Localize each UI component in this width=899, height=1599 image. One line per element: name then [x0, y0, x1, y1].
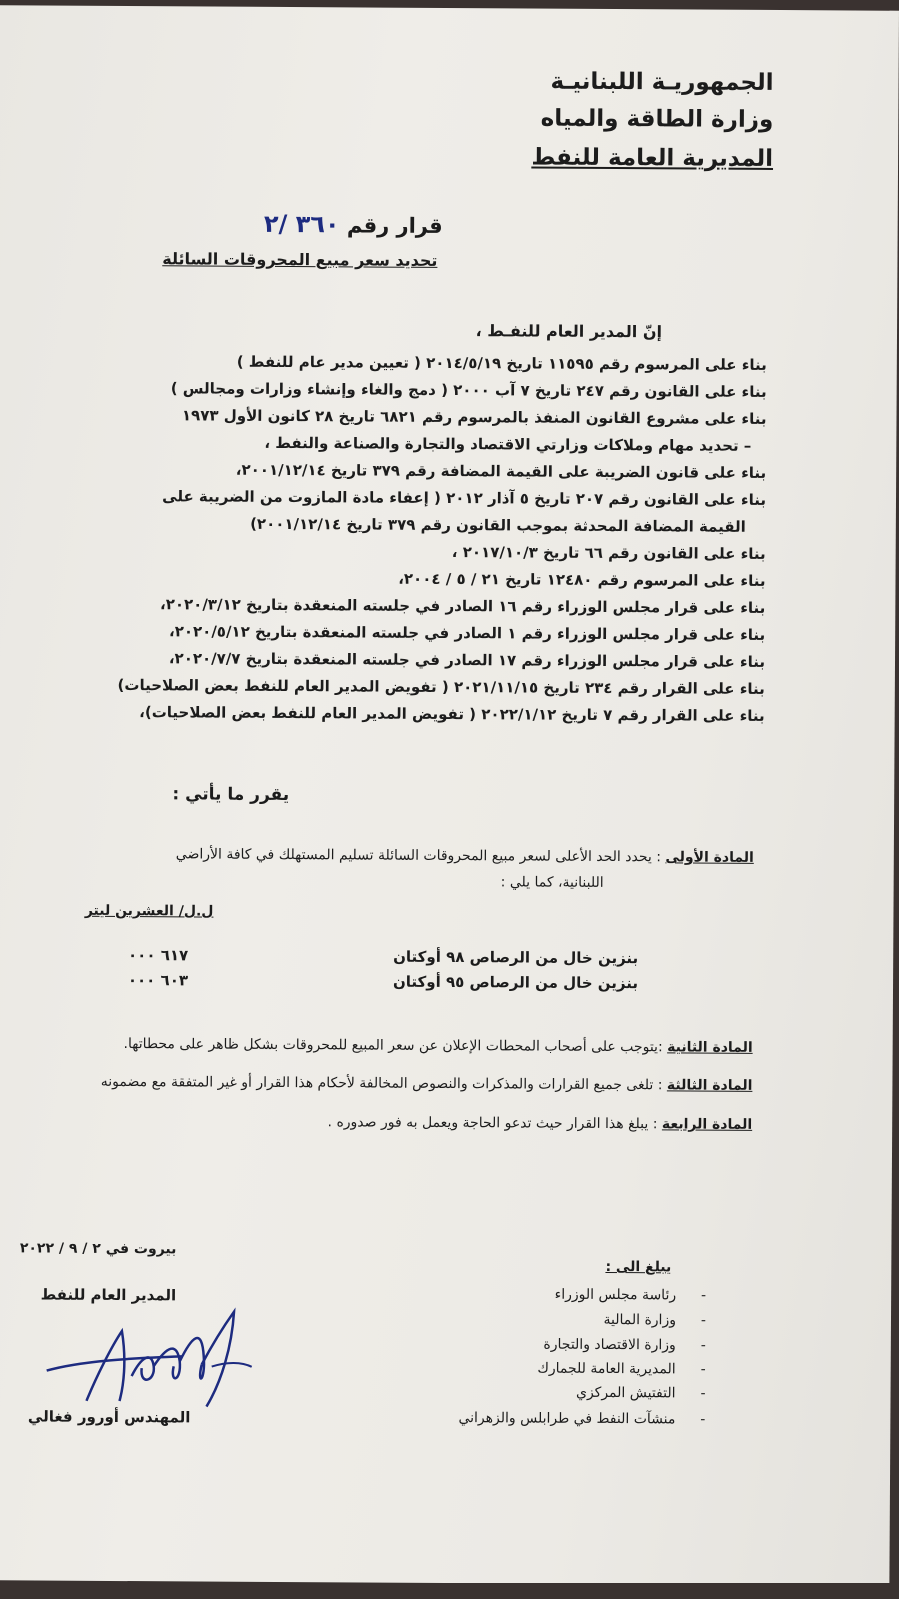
fuel-price: ٦٠٣ ٠٠٠ — [127, 971, 189, 990]
fuel-name: بنزين خال من الرصاص ٩٥ أوكتان — [392, 972, 639, 993]
preamble-line: بناء على مشروع القانون المنفذ بالمرسوم رقم ٦٨٢١ تاريخ ٢٨ كانون الأول ١٩٧٣ — [181, 406, 767, 428]
decision-number-line — [264, 210, 443, 239]
notify-label: يبلغ الى : — [605, 1258, 672, 1276]
preamble-line: بناء على قرار مجلس الوزراء رقم ١ الصادر في جلسته المنعقدة بتاريخ ٢٠٢٠/٥/١٢، — [168, 622, 766, 644]
preamble-intro: إنّ المدير العام للنفـط ، — [475, 321, 663, 342]
preamble-line: بناء على قرار مجلس الوزراء رقم ١٧ الصادر في جلسته المنعقدة بتاريخ ٢٠٢٠/٧/٧، — [168, 649, 766, 671]
document-page — [0, 5, 899, 1585]
preamble-line: – تحديد مهام وملاكات وزارتي الاقتصاد والتجارة والصناعة والنفط ، — [264, 433, 752, 455]
list-dash: - — [700, 1361, 706, 1378]
notify-item: وزارة المالية — [603, 1311, 677, 1329]
article-3-text: : تلغى جميع القرارات والمذكرات والنصوص المخالفة لأحكام هذا القرار أو غير المتفقة مع مضمونه — [100, 1073, 663, 1094]
fuel-price: ٦١٧ ٠٠٠ — [127, 946, 189, 965]
preamble-line: بناء على المرسوم رقم ١١٥٩٥ تاريخ ٢٠١٤/٥/١٩ ( تعيين مدير عام للنفط ) — [236, 352, 767, 374]
signatory-name: المهندس أورور فغالي — [27, 1407, 191, 1427]
issue-date: بيروت في ٢ / ٩ / ٢٠٢٢ — [19, 1240, 177, 1258]
article-2-text: :يتوجب على أصحاب المحطات الإعلان عن سعر المبيع للمحروقات بشكل ظاهر على محطاتها. — [123, 1036, 663, 1056]
article-4-text: : يبلغ هذا القرار حيث تدعو الحاجة ويعمل به فور صدوره . — [327, 1114, 658, 1133]
fuel-name: بنزين خال من الرصاص ٩٨ أوكتان — [393, 947, 639, 968]
article-3-label: المادة الثالثة — [666, 1077, 753, 1094]
preamble-line: بناء على القرار رقم ٧ تاريخ ٢٠٢٢/١/١٢ ( تفويض المدير العام للنفط بعض الصلاحيات)، — [139, 703, 765, 725]
preamble-line: بناء على القانون رقم ٢٠٧ تاريخ ٥ آذار ٢٠١٢ ( إعفاء مادة المازوت من الضريبة على — [162, 487, 767, 509]
list-dash: - — [700, 1337, 706, 1354]
background-edge — [0, 1583, 899, 1599]
article-1-text: : يحدد الحد الأعلى لسعر مبيع المحروقات السائلة تسليم المستهلك في كافة الأراضي — [175, 846, 662, 866]
header-directorate: المديرية العامة للنفط — [531, 144, 774, 172]
signature-image — [41, 1306, 257, 1417]
price-unit-header: ل.ل/ العشرين ليتر — [84, 902, 214, 920]
preamble-line: القيمة المضافة المحدثة بموجب القانون رقم ٣٧٩ تاريخ ٢٠٠١/١٢/١٤) — [250, 514, 746, 536]
decision-subject: تحديد سعر مبيع المحروقات السائلة — [162, 249, 438, 270]
notify-item: رئاسة مجلس الوزراء — [554, 1286, 677, 1304]
header-ministry: وزارة الطاقة والمياه — [540, 105, 774, 133]
article-4 — [328, 1114, 753, 1133]
decision-prefix: قرار رقم — [346, 213, 443, 238]
article-1 — [176, 846, 754, 866]
preamble-line: بناء على القانون رقم ٢٤٧ تاريخ ٧ آب ٢٠٠٠ ( دمج والغاء وإنشاء وزارات ومجالس ) — [170, 379, 767, 401]
preamble-line: بناء على قانون الضريبة على القيمة المضافة رقم ٣٧٩ تاريخ ٢٠٠١/١٢/١٤، — [235, 460, 767, 482]
article-1-text-cont: اللبنانية، كما يلي : — [500, 874, 604, 891]
notify-item: منشآت النفط في طرابلس والزهراني — [458, 1410, 676, 1428]
preamble-line: بناء على القرار رقم ٢٣٤ تاريخ ٢٠٢١/١١/١٥ ( تفويض المدير العام للنفط بعض الصلاحيات) — [117, 675, 765, 698]
notify-item: وزارة الاقتصاد والتجارة — [543, 1336, 676, 1354]
list-dash: - — [700, 1312, 707, 1329]
list-dash: - — [700, 1411, 706, 1428]
signatory-title: المدير العام للنفط — [40, 1285, 177, 1305]
notify-item: المديرية العامة للجمارك — [537, 1360, 676, 1378]
list-dash: - — [700, 1385, 706, 1402]
article-1-label: المادة الأولى — [665, 849, 754, 866]
decides-heading: يقرر ما يأتي : — [172, 784, 290, 806]
article-2 — [124, 1036, 753, 1056]
preamble-line: بناء على القانون رقم ٦٦ تاريخ ٢٠١٧/١٠/٣ ، — [451, 543, 766, 563]
notify-item: التفتيش المركزي — [575, 1384, 676, 1402]
article-3 — [101, 1074, 753, 1094]
list-dash: - — [701, 1287, 707, 1304]
preamble-line: بناء على قرار مجلس الوزراء رقم ١٦ الصادر في جلسته المنعقدة بتاريخ ٢٠٢٠/٣/١٢، — [159, 595, 766, 617]
decision-number: ٣٦٠ /٢ — [263, 209, 340, 239]
article-2-label: المادة الثانية — [667, 1039, 753, 1056]
preamble-line: بناء على المرسوم رقم ١٢٤٨٠ تاريخ ٢١ / ٥ / ٢٠٠٤، — [398, 569, 766, 590]
header-republic: الجمهوريـة اللبنانيـة — [550, 68, 774, 96]
article-4-label: المادة الرابعة — [661, 1116, 753, 1133]
